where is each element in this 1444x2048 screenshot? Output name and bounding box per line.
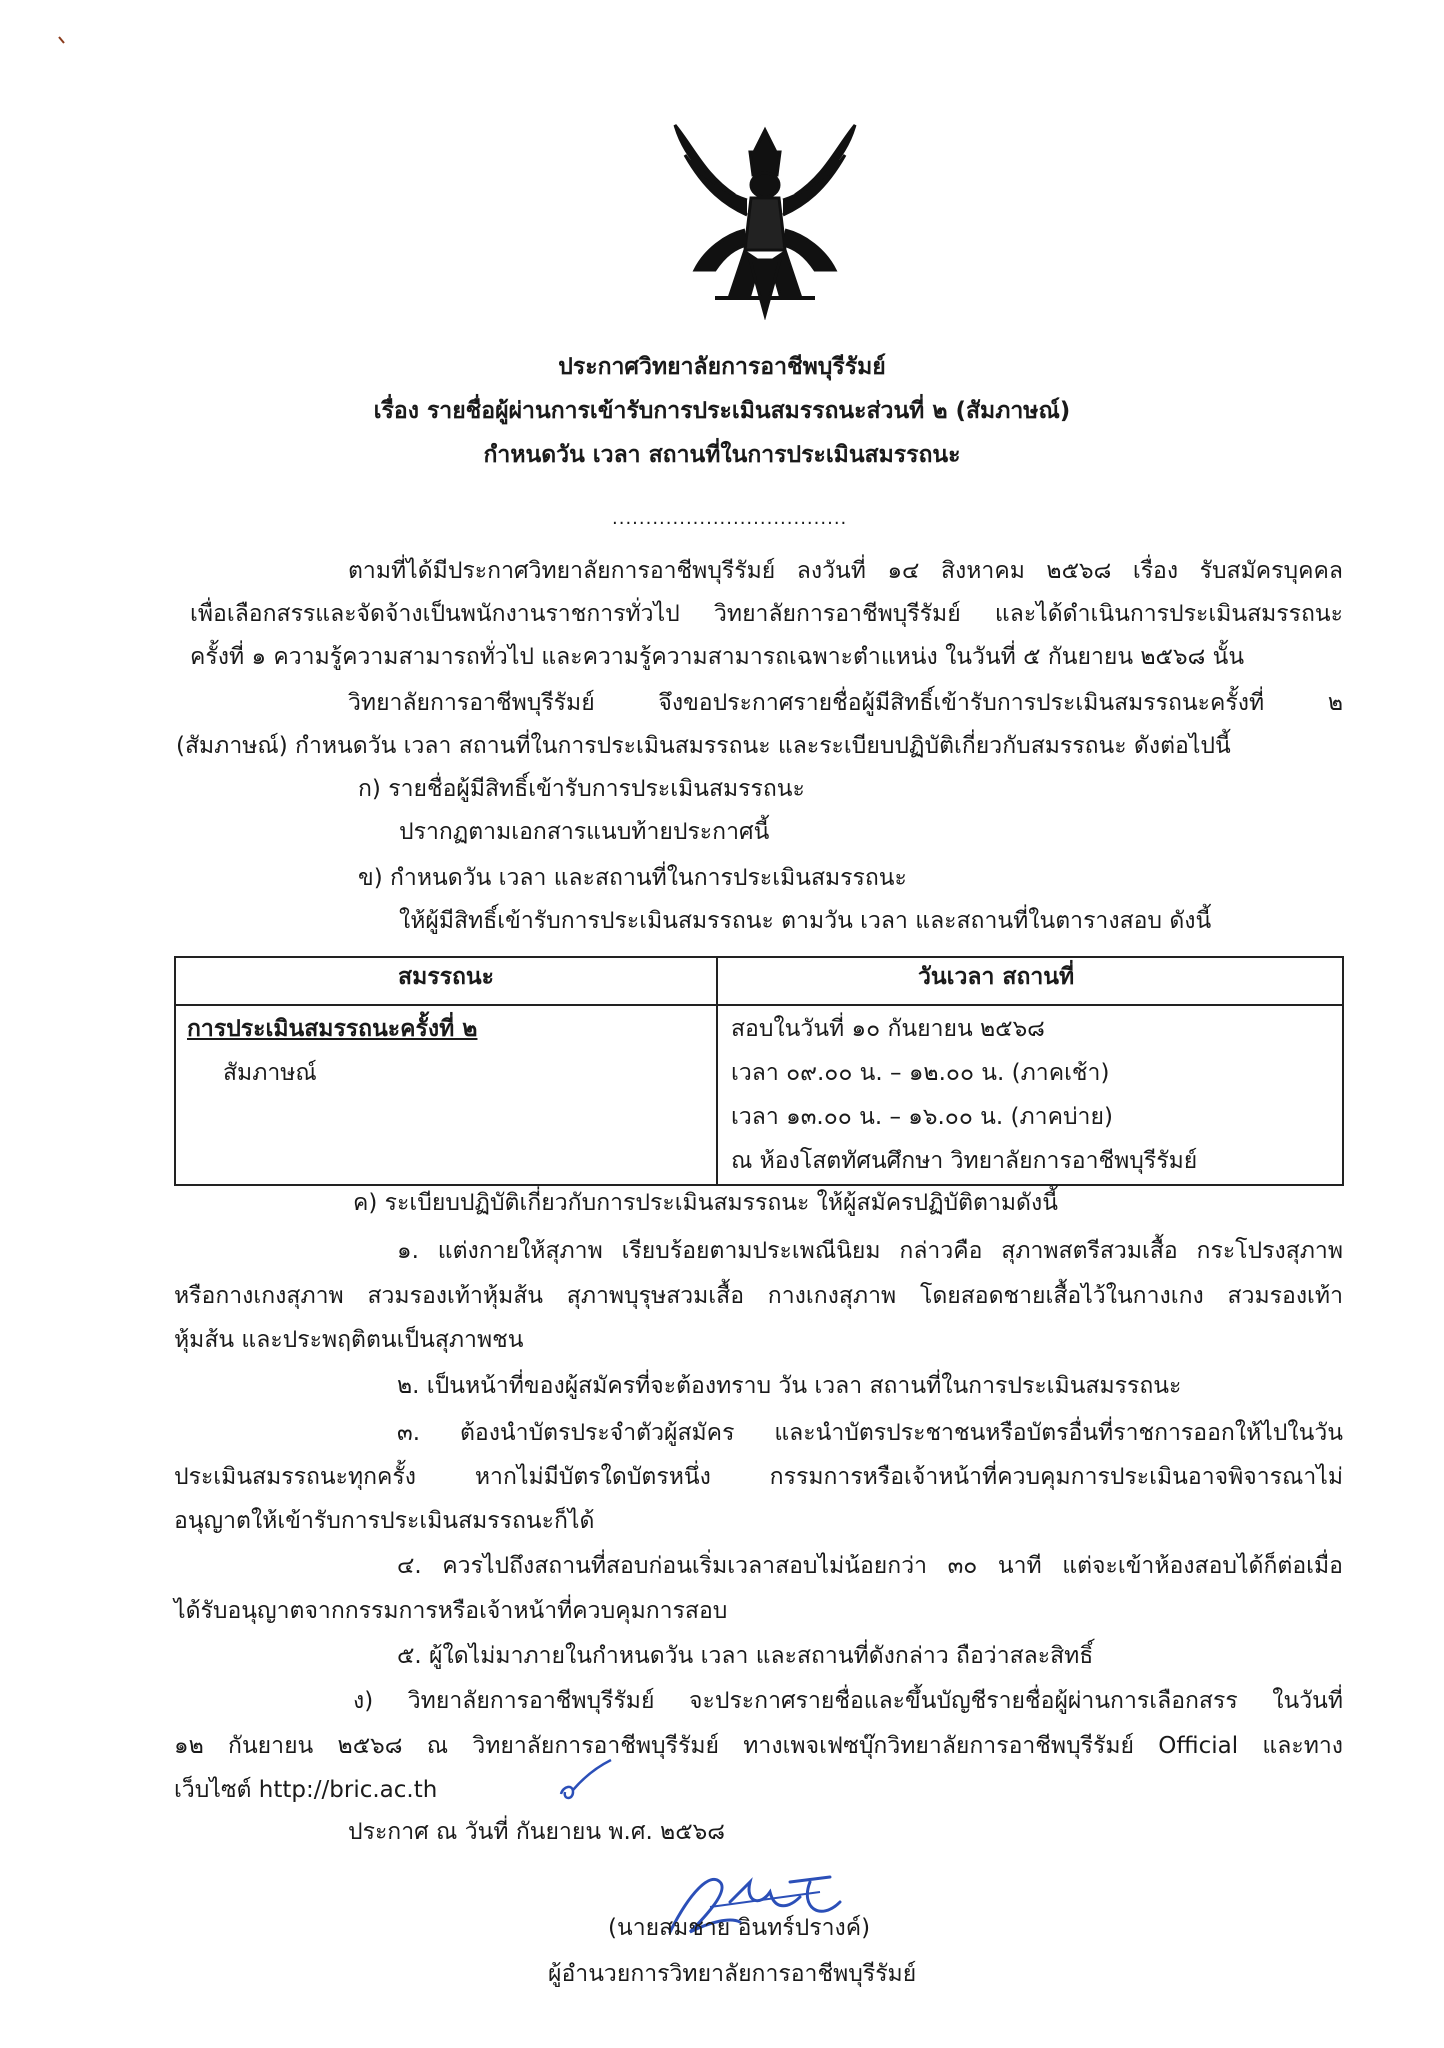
doc-subject: เรื่อง รายชื่อผู้ผ่านการเข้ารับการประเมินสมรรถนะส่วนที่ ๒ (สัมภาษณ์) — [373, 398, 1071, 424]
section-a-detail: ปรากฏตามเอกสารแนบท้ายประกาศนี้ — [399, 819, 770, 845]
rule-line-7: อนุญาตให้เข้ารับการประเมินสมรรถนะก็ได้ — [174, 1508, 595, 1534]
rule-line-10: ๕. ผู้ใดไม่มาภายในกำหนดวัน เวลา และสถานที่ดังกล่าว ถือว่าสละสิทธิ์ — [397, 1643, 1094, 1669]
rule-line-3: หุ้มส้น และประพฤติตนเป็นสุภาพชน — [174, 1327, 524, 1353]
garuda-emblem-icon — [655, 120, 875, 320]
table-row — [175, 1005, 1343, 1185]
signer-name: (นายสมชาย อินทร์ปรางค์) — [608, 1915, 871, 1941]
schedule-table-header — [175, 957, 1343, 1005]
rule-line-8: ๔. ควรไปถึงสถานที่สอบก่อนเริ่มเวลาสอบไม่น้อยกว่า ๓๐ นาที แต่จะเข้าห้องสอบได้ก็ต่อเมื่อ — [397, 1553, 1343, 1579]
competency-item: สัมภาษณ์ — [223, 1060, 317, 1086]
intro-line-5: (สัมภาษณ์) กำหนดวัน เวลา สถานที่ในการประเมินสมรรถนะ และระเบียบปฏิบัติเกี่ยวกับสมรรถนะ ดังต่อไปนี้ — [176, 733, 1231, 759]
section-d-line-3: เว็บไซต์ http://bric.ac.th — [174, 1777, 438, 1803]
rule-line-9: ได้รับอนุญาตจากกรรมการหรือเจ้าหน้าที่ควบคุมการสอบ — [174, 1598, 728, 1624]
schedule-date: สอบในวันที่ ๑๐ กันยายน ๒๕๖๘ — [731, 1016, 1045, 1042]
section-d-line-2: ๑๒ กันยายน ๒๕๖๘ ณ วิทยาลัยการอาชีพบุรีรัมย์ ทางเพจเฟซบุ๊กวิทยาลัยการอาชีพบุรีรัมย์ Official และทาง — [174, 1733, 1343, 1759]
section-b-detail: ให้ผู้มีสิทธิ์เข้ารับการประเมินสมรรถนะ ตามวัน เวลา และสถานที่ในตารางสอบ ดังนี้ — [399, 908, 1212, 934]
doc-title: ประกาศวิทยาลัยการอาชีพบุรีรัมย์ — [558, 354, 886, 380]
stray-mark — [58, 36, 66, 44]
rule-line-5: ๓. ต้องนำบัตรประจำตัวผู้สมัคร และนำบัตรประชาชนหรือบัตรอื่นที่ราชการออกให้ไปในวัน — [397, 1420, 1343, 1446]
doc-subtitle: กำหนดวัน เวลา สถานที่ในการประเมินสมรรถนะ — [483, 442, 961, 468]
rule-line-4: ๒. เป็นหน้าที่ของผู้สมัครที่จะต้องทราบ วัน เวลา สถานที่ในการประเมินสมรรถนะ — [397, 1373, 1182, 1399]
schedule-afternoon: เวลา ๑๓.๐๐ น. – ๑๖.๐๐ น. (ภาคบ่าย) — [731, 1104, 1113, 1130]
rule-line-6: ประเมินสมรรถนะทุกครั้ง หากไม่มีบัตรใดบัตรหนึ่ง กรรมการหรือเจ้าหน้าที่ควบคุมการประเมินอาจพิจารณาไม่ — [174, 1464, 1343, 1490]
schedule-table — [174, 956, 1344, 1186]
competency-cell — [175, 1005, 717, 1185]
col-header-competency: สมรรถนะ — [175, 957, 717, 1005]
schedule-cell — [717, 1005, 1343, 1185]
schedule-morning: เวลา ๐๙.๐๐ น. – ๑๒.๐๐ น. (ภาคเช้า) — [731, 1060, 1110, 1086]
rule-line-2: หรือกางเกงสุภาพ สวมรองเท้าหุ้มส้น สุภาพบุรุษสวมเสื้อ กางเกงสุภาพ โดยสอดชายเสื้อไว้ในกางเกง สวมรองเท้า — [174, 1283, 1343, 1309]
section-a-label: ก) รายชื่อผู้มีสิทธิ์เข้ารับการประเมินสมรรถนะ — [358, 776, 805, 802]
section-c-label: ค) ระเบียบปฏิบัติเกี่ยวกับการประเมินสมรรถนะ ให้ผู้สมัครปฏิบัติตามดังนี้ — [353, 1190, 1058, 1216]
signer-title: ผู้อำนวยการวิทยาลัยการอาชีพบุรีรัมย์ — [548, 1961, 917, 1987]
rule-line-1: ๑. แต่งกายให้สุภาพ เรียบร้อยตามประเพณีนิยม กล่าวคือ สุภาพสตรีสวมเสื้อ กระโปรงสุภาพ — [397, 1238, 1343, 1264]
section-d-line-1: ง) วิทยาลัยการอาชีพบุรีรัมย์ จะประกาศรายชื่อและขึ้นบัญชีรายชื่อผู้ผ่านการเลือกสรร ในวันที่ — [353, 1688, 1343, 1714]
announced-date: ประกาศ ณ วันที่ กันยายน พ.ศ. ๒๕๖๘ — [348, 1819, 725, 1845]
intro-line-4: วิทยาลัยการอาชีพบุรีรัมย์ จึงขอประกาศรายชื่อผู้มีสิทธิ์เข้ารับการประเมินสมรรถนะครั้งที่ ๒ — [348, 690, 1343, 716]
schedule-place: ณ ห้องโสตทัศนศึกษา วิทยาลัยการอาชีพบุรีรัมย์ — [731, 1148, 1198, 1174]
intro-line-3: ครั้งที่ ๑ ความรู้ความสามารถทั่วไป และความรู้ความสามารถเฉพาะตำแหน่ง ในวันที่ ๕ กันยายน ๒๕๖๘ นั้น — [190, 644, 1245, 670]
competency-title: การประเมินสมรรถนะครั้งที่ ๒ — [187, 1016, 478, 1042]
col-header-datetime-place: วันเวลา สถานที่ — [717, 957, 1343, 1005]
section-b-label: ข) กำหนดวัน เวลา และสถานที่ในการประเมินสมรรถนะ — [358, 865, 907, 891]
intro-line-2: เพื่อเลือกสรรและจัดจ้างเป็นพนักงานราชการทั่วไป วิทยาลัยการอาชีพบุรีรัมย์ และได้ดำเนินการประเมินสมรรถนะ — [190, 601, 1343, 627]
intro-line-1: ตามที่ได้มีประกาศวิทยาลัยการอาชีพบุรีรัมย์ ลงวันที่ ๑๔ สิงหาคม ๒๕๖๘ เรื่อง รับสมัครบุคคล — [348, 558, 1343, 584]
title-divider-dots: ................................... — [612, 508, 848, 529]
handwritten-date-mark — [555, 1756, 615, 1806]
